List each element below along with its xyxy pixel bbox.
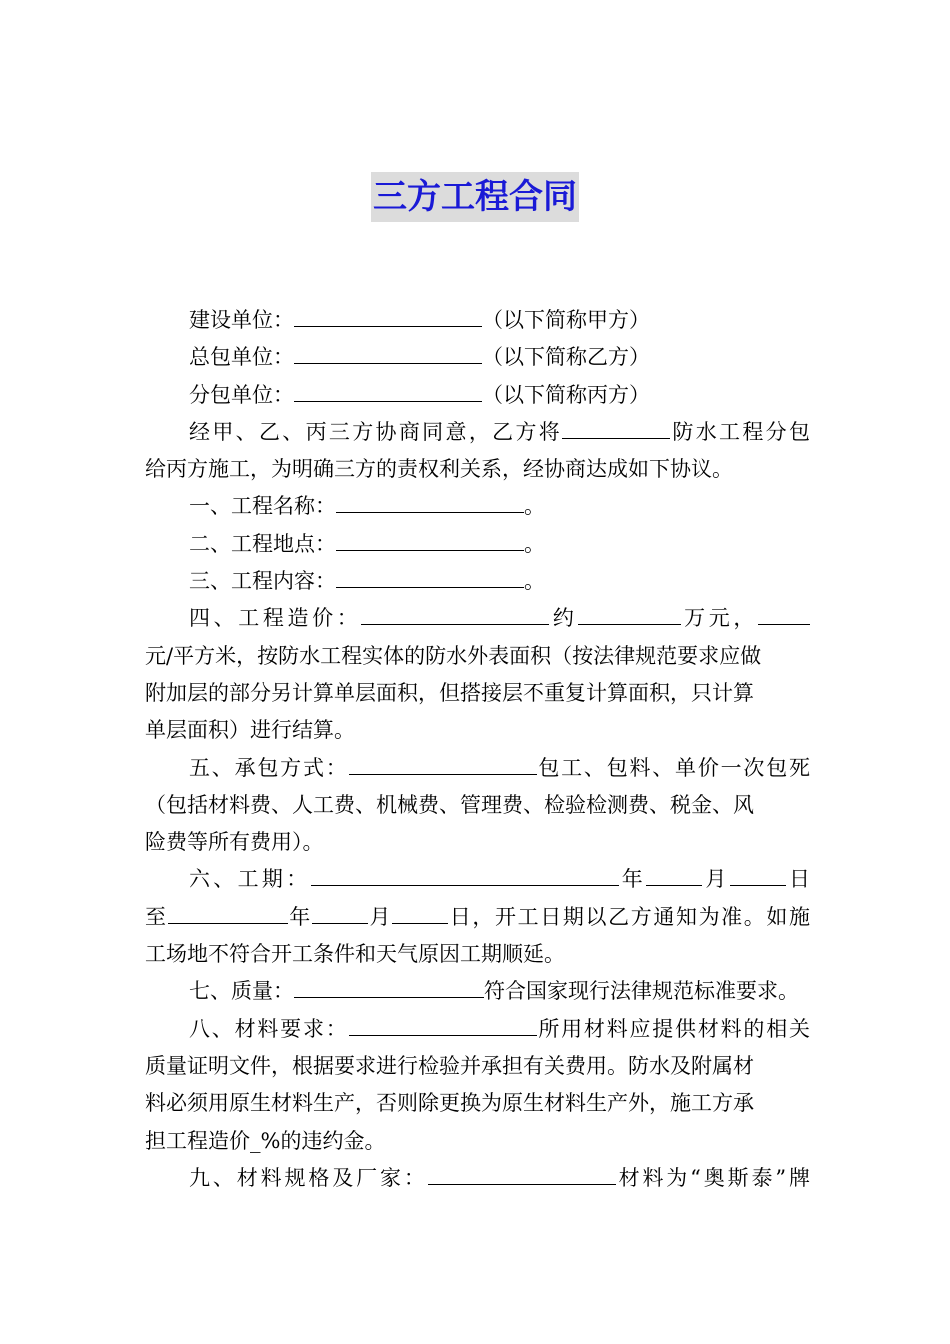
intro-text: 防水工程分包 [670,419,811,444]
blank-line[interactable] [312,903,368,924]
item-label: 四、工程造价： [189,606,362,631]
item-text: 包工、包料、单价一次包死 [536,755,811,780]
blank-line[interactable] [294,306,482,327]
item-label: 九、材料规格及厂家： [189,1165,428,1190]
item-text: 符合国家现行法律规范标准要求。 [484,979,799,1004]
item-five-line-2: （包括材料费、人工费、机械费、管理费、检验检测费、税金、风 [145,792,754,817]
item-label: 五、承包方式： [189,755,349,780]
party-label: 总包单位： [189,345,294,370]
intro-line-2: 给丙方施工，为明确三方的责权利关系，经协商达成如下协议。 [145,457,733,482]
item-eight-line-2: 质量证明文件，根据要求进行检验并承担有关费用。防水及附属材 [145,1053,754,1078]
date-unit: 月 [367,904,393,929]
item-text: 所用材料应提供材料的相关 [536,1016,811,1041]
party-suffix: （以下简称丙方） [482,382,650,407]
item-four-line-2: 元/平方米，按防水工程实体的防水外表面积（按法律规范要求应做 [145,643,762,668]
blank-line[interactable] [168,903,288,924]
item-text: 材料为“奥斯泰”牌 [615,1165,810,1190]
item-label: 八、材料要求： [189,1016,349,1041]
date-unit: 年 [287,904,312,929]
item-six-line-3: 工场地不符合开工条件和天气原因工期顺延。 [145,942,565,967]
item-five-line-1 [145,750,810,787]
blank-line[interactable] [336,567,524,588]
item-label: 三、工程内容： [189,569,336,594]
party-fenbao-line [145,377,810,414]
item-text: _%的违约金。 [250,1128,386,1153]
intro-line-1 [145,414,810,451]
blank-line[interactable] [646,865,702,886]
date-unit: 月 [702,867,730,892]
party-zongbao-line [145,339,810,376]
blank-line[interactable] [336,492,524,513]
blank-line[interactable] [294,343,482,364]
item-end: 。 [524,494,545,519]
blank-line[interactable] [349,1015,537,1036]
blank-line[interactable] [578,604,681,625]
contract-body [145,302,810,1197]
item-four-line-1 [145,600,810,637]
blank-line[interactable] [361,604,549,625]
item-eight-line-1 [145,1011,810,1048]
item-four-line-4: 单层面积）进行结算。 [145,718,355,743]
item-six-line-2 [145,899,810,936]
blank-line[interactable] [428,1164,616,1185]
party-jianshe-line [145,302,810,339]
item-text: 担工程造价 [145,1128,250,1153]
party-label: 分包单位： [189,382,294,407]
blank-line[interactable] [758,604,810,625]
party-suffix: （以下简称乙方） [482,345,650,370]
blank-line[interactable] [562,418,670,439]
item-label: 七、质量： [189,979,294,1004]
item-seven-line [145,973,810,1010]
item-end: 。 [524,569,545,594]
blank-line[interactable] [730,865,786,886]
party-label: 建设单位： [189,308,294,332]
blank-line[interactable] [311,865,619,886]
item-six-line-1 [145,861,810,898]
item-label: 二、工程地点： [189,531,336,556]
intro-text: 经甲、乙、丙三方协商同意，乙方将 [189,419,563,444]
blank-line[interactable] [294,381,482,402]
item-two-line [145,526,810,563]
item-one-line [145,488,810,525]
party-suffix: （以下简称甲方） [482,308,650,332]
item-text: 至 [145,904,168,929]
document-title: 三方工程合同 [371,172,579,222]
date-unit: 日 [448,904,473,929]
item-eight-line-3: 料必须用原生材料生产，否则除更换为原生材料生产外，施工方承 [145,1091,754,1116]
title-block [0,172,950,222]
blank-line[interactable] [392,903,448,924]
blank-line[interactable] [294,977,484,998]
blank-line[interactable] [336,530,524,551]
date-unit: 日 [785,867,811,892]
item-three-line [145,563,810,600]
item-end: 。 [524,531,545,556]
item-label: 一、工程名称： [189,494,336,519]
date-unit: 年 [618,867,647,892]
item-text: 约 [549,606,578,631]
blank-line[interactable] [349,754,537,775]
item-five-line-3: 险费等所有费用）。 [145,830,324,855]
item-nine-line-1 [145,1160,810,1197]
item-four-line-3: 附加层的部分另计算单层面积，但搭接层不重复计算面积，只计算 [145,680,754,705]
item-text: 万元， [680,606,759,631]
item-label: 六、工期： [189,867,311,892]
item-text: ，开工日期以乙方通知为准。如施 [472,904,811,929]
item-eight-line-4 [145,1123,810,1160]
